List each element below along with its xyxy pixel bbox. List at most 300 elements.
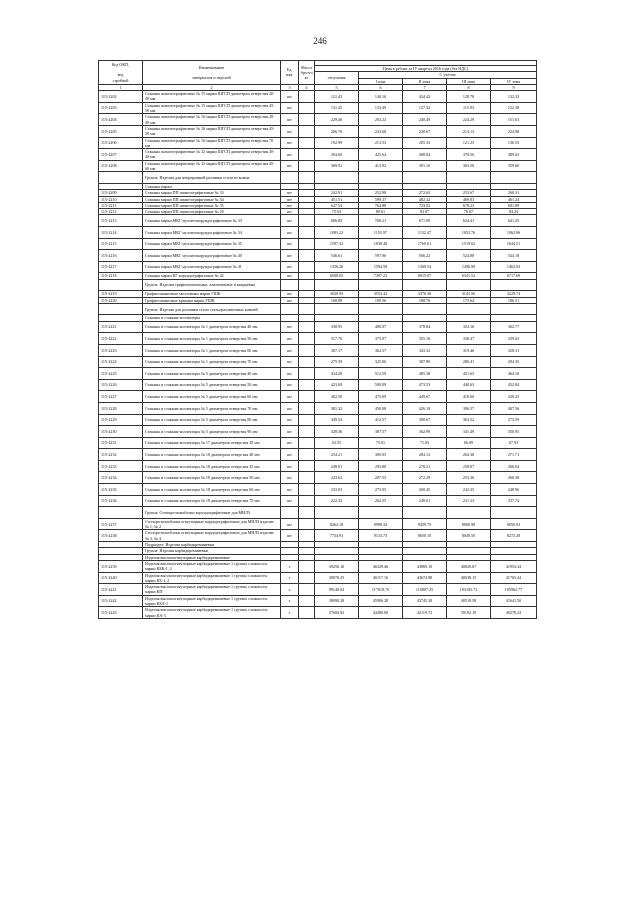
cell-zone-price: 43745.28 xyxy=(403,595,447,607)
cell-unit: шт xyxy=(281,333,299,345)
cell-code: 115-2225 xyxy=(99,368,143,380)
cell-zone-price: 248.61 xyxy=(403,495,447,507)
cell-unit: шт xyxy=(281,472,299,484)
cell-mass xyxy=(299,238,315,250)
group-title: Группа: Изделия для разливки стали стальоразливочных ковшей xyxy=(143,303,281,315)
table-row xyxy=(99,495,537,507)
cell-name: Стаканы шамотографитовые № 15 марки ШГСП диаметром отверстия 45-50 мм xyxy=(143,102,281,114)
cell-code: 115-2202 xyxy=(99,91,143,103)
cell-unit: шт xyxy=(281,321,299,333)
cell-zone-price: 1519.62 xyxy=(447,238,491,250)
cell-code: 115-2209 xyxy=(99,190,143,196)
cell-zone-price: 464.16 xyxy=(491,368,537,380)
cell-zone-price: 544.18 xyxy=(491,250,537,262)
group-row xyxy=(99,172,537,184)
cell-retail-price: 254.21 xyxy=(315,449,359,461)
table-header xyxy=(99,61,537,91)
cell-mass xyxy=(299,426,315,438)
cell-unit: шт xyxy=(281,273,299,279)
cell-zone-price: 566.22 xyxy=(403,250,447,262)
cell-retail-price: 3020.93 xyxy=(315,291,359,297)
cell-name: Стаканы и стаканы-коллекторы № 1 диаметром отверстия 50 мм xyxy=(143,333,281,345)
cell-retail-price: 233.03 xyxy=(315,484,359,496)
cell-name: Стаканы и стаканы-коллекторы № 1 диаметром отверстия 70 мм xyxy=(143,356,281,368)
cell-zone-price: 341.49 xyxy=(447,426,491,438)
table-row xyxy=(99,125,537,137)
cell-retail-price: 192.99 xyxy=(315,137,359,149)
cell-name: Стаканы и стаканы-коллекторы № 5 диаметром отверстия 90 мм xyxy=(143,426,281,438)
cell-mass xyxy=(299,518,315,530)
cell-code: 115-2223 xyxy=(99,344,143,356)
cell-mass xyxy=(299,344,315,356)
cell-unit: шт xyxy=(281,437,299,449)
cell-zone-price: 6341.52 xyxy=(447,273,491,279)
cell-name: Стаканы и стаканы-коллекторы № 18 диаметром отверстия 60 мм xyxy=(143,484,281,496)
cell-zone-price: 473.53 xyxy=(403,379,447,391)
cell-name: Стаканы марки ПП шамотографитовые № 34 xyxy=(143,196,281,202)
cell-zone-price: 339.63 xyxy=(491,333,537,345)
cell-zone-price: 78.07 xyxy=(447,209,491,215)
cell-zone-price: 8650.10 xyxy=(403,530,447,542)
cell-mass xyxy=(299,584,315,596)
cell-zone-price: 284.12 xyxy=(403,449,447,461)
cell-zone-price: 362.99 xyxy=(403,426,447,438)
cell-retail-price: 8464.18 xyxy=(315,518,359,530)
cell-retail-price: 38090.28 xyxy=(315,595,359,607)
cell-zone-price: 330.47 xyxy=(447,333,491,345)
cell-retail-price: 229.46 xyxy=(315,114,359,126)
cell-zone-price: 275.05 xyxy=(359,484,403,496)
cell-mass xyxy=(299,321,315,333)
cell-zone-price: 1062.96 xyxy=(491,227,537,239)
cell-zone-price: 671.89 xyxy=(403,215,447,227)
cell-zone-price: 266.04 xyxy=(491,460,537,472)
cell-zone-price: 43869.10 xyxy=(403,560,447,572)
cell-zone-price: 253.67 xyxy=(447,190,491,196)
cell-zone-price: 3376.36 xyxy=(403,291,447,297)
cell-code: 115-2216 xyxy=(99,250,143,262)
header-price-group: Цена в рублях за IV квартал 2016 года (без НДС) xyxy=(315,66,537,72)
cell-zone-price: 400.07 xyxy=(359,321,403,333)
cell-zone-price: 482.32 xyxy=(403,196,447,202)
header-retail: отпускная xyxy=(315,72,359,85)
cell-code: 115-2214 xyxy=(99,227,143,239)
cell-zone-price: 389.63 xyxy=(491,149,537,161)
cell-retail-price: 39256.16 xyxy=(315,560,359,572)
cell-code: 115-2204 xyxy=(99,114,143,126)
cell-code: 115-2213 xyxy=(99,215,143,227)
cell-code: 115-2233 xyxy=(99,460,143,472)
cell-zone-price: 115.93 xyxy=(447,102,491,114)
header-incl: С учётом xyxy=(359,72,537,78)
cell-zone-price: 1594.58 xyxy=(359,261,403,273)
table-row xyxy=(99,437,537,449)
header-zone-2: II зона xyxy=(403,78,447,84)
subgroup-title: Изделия высокоогнеупорные карбидкремниевые xyxy=(143,554,281,560)
cell-zone-price: 40518.58 xyxy=(447,595,491,607)
header-zone-3: III зона xyxy=(447,78,491,84)
cell-zone-price: 723.52 xyxy=(403,202,447,208)
cell-zone-price: 440.63 xyxy=(447,379,491,391)
cell-zone-price: 264.38 xyxy=(447,449,491,461)
cell-zone-price: 328.31 xyxy=(491,344,537,356)
cell-mass xyxy=(299,495,315,507)
group-title: Группа: Изделия карбидкремниевые xyxy=(143,548,281,554)
table-row xyxy=(99,391,537,403)
cell-code: 115-2232 xyxy=(99,449,143,461)
cell-retail-price: 242.91 xyxy=(315,190,359,196)
table-row xyxy=(99,449,537,461)
cell-name: Стаканы и стаканы-коллекторы № 18 диаметром отверстия 50 мм xyxy=(143,472,281,484)
cell-name: Стаканы и стаканы-коллекторы № 18 диаметром отверстия 40 мм xyxy=(143,449,281,461)
cell-zone-price: 75.01 xyxy=(359,437,403,449)
table-row xyxy=(99,460,537,472)
cell-zone-price: 768.21 xyxy=(359,215,403,227)
group-title: Группа: Изделия графитошамотные, алюмоюмзые и кварцевые xyxy=(143,279,281,291)
cell-zone-price: 1406.99 xyxy=(447,261,491,273)
cell-zone-price: 6815.07 xyxy=(403,273,447,279)
cell-name: Стаканы и стаканы-коллекторы № 18 диаметром отверстия 45 мм xyxy=(143,460,281,472)
cell-retail-price: 275.39 xyxy=(315,356,359,368)
table-row xyxy=(99,261,537,273)
cell-mass xyxy=(299,91,315,103)
cell-zone-price: 624.41 xyxy=(447,215,491,227)
cell-name: Стаканы шамотографитовые № 16 марки ШГСП диаметром отверстия 20-40 мм xyxy=(143,114,281,126)
cell-retail-price: 243.62 xyxy=(315,472,359,484)
cell-zone-price: 103105.73 xyxy=(447,584,491,596)
cell-retail-price: 434.28 xyxy=(315,368,359,380)
cell-zone-price: 1463.03 xyxy=(491,261,537,273)
header-name: Наименование материалов и изделий xyxy=(143,61,281,85)
cell-zone-price: 83.97 xyxy=(403,209,447,215)
cell-zone-price: 300.05 xyxy=(359,449,403,461)
cell-name: Стаканы и стаканы-коллекторы № 1 диаметром отверстия 40 мм xyxy=(143,321,281,333)
cell-zone-price: 9990.34 xyxy=(359,518,403,530)
group-title: Подраздел: Изделия карбидкремниевые xyxy=(143,542,281,548)
cell-retail-price: 266.76 xyxy=(315,125,359,137)
cell-zone-price: 260.31 xyxy=(491,190,537,196)
cell-zone-price: 175.64 xyxy=(447,297,491,303)
table-row xyxy=(99,607,537,619)
table-row xyxy=(99,560,537,572)
cell-unit: т xyxy=(281,607,299,619)
cell-retail-price: 307.17 xyxy=(315,344,359,356)
cell-code: 115-2221 xyxy=(99,321,143,333)
cell-zone-price: 188.76 xyxy=(403,297,447,303)
cell-name: Стаканы и стаканы-коллекторы № 1 диаметром отверстия 60 мм xyxy=(143,344,281,356)
cell-retail-price: 6008.65 xyxy=(315,273,359,279)
cell-code: 115-2237 xyxy=(99,518,143,530)
cell-retail-price: 39070.25 xyxy=(315,572,359,584)
cell-zone-price: 8049.50 xyxy=(447,530,491,542)
cell-retail-price: 423.69 xyxy=(315,379,359,391)
cell-zone-price: 237.74 xyxy=(491,495,537,507)
cell-zone-price: 9050.93 xyxy=(491,518,537,530)
page-number: 246 xyxy=(313,36,327,46)
cell-zone-price: 3141.56 xyxy=(447,291,491,297)
cell-zone-price: 242.35 xyxy=(447,484,491,496)
table-body xyxy=(99,91,537,619)
cell-unit: шт xyxy=(281,518,299,530)
cell-name: Стопора-моноблоки огнеупорные корундографитовые для МНЛЗ изделие № 3, № 4 xyxy=(143,530,281,542)
cell-zone-price: 524.88 xyxy=(447,250,491,262)
cell-zone-price: 452.84 xyxy=(491,379,537,391)
cell-unit: шт xyxy=(281,426,299,438)
cell-zone-price: 293.80 xyxy=(359,460,403,472)
cell-mass xyxy=(299,250,315,262)
cell-zone-price: 9133.73 xyxy=(359,530,403,542)
cell-mass xyxy=(299,368,315,380)
cell-zone-price: 599.37 xyxy=(359,196,403,202)
cell-unit: шт xyxy=(281,196,299,202)
cell-name: Графитошамотные крышки марки ГШК xyxy=(143,297,281,303)
group-title: Группа: Стопора-моноблоки корундографитовые для МНЛЗ xyxy=(143,507,281,519)
table-row xyxy=(99,321,537,333)
cell-zone-price: 469.83 xyxy=(447,196,491,202)
cell-retail-price: 451.51 xyxy=(315,196,359,202)
cell-name: Изделия высокоогнеупорные карбидкремниевые 1 группы сложности, марки КБК-1, 2 xyxy=(143,560,281,572)
cell-retail-price: 1597.32 xyxy=(315,238,359,250)
cell-zone-price: 407.56 xyxy=(491,402,537,414)
cell-retail-price: 37684.92 xyxy=(315,607,359,619)
cell-zone-price: 84.24 xyxy=(491,209,537,215)
cell-mass xyxy=(299,261,315,273)
cell-retail-price: 647.54 xyxy=(315,202,359,208)
cell-mass xyxy=(299,402,315,414)
cell-zone-price: 641.25 xyxy=(491,215,537,227)
cell-name: Стаканы и стаканы-коллекторы № 17 диаметром отверстия 28 мм xyxy=(143,437,281,449)
cell-unit: шт xyxy=(281,125,299,137)
cell-zone-price: 127.32 xyxy=(403,102,447,114)
cell-name: Стаканы шамотографитовые № 16 марки ШГСП диаметром отверстия 45-50 мм xyxy=(143,125,281,137)
cell-name: Стаканы шамотографитовые № 16 марки ШГСП диаметром отверстия 70 мм xyxy=(143,137,281,149)
cell-mass xyxy=(299,215,315,227)
cell-unit: шт xyxy=(281,484,299,496)
cell-mass xyxy=(299,484,315,496)
cell-mass xyxy=(299,607,315,619)
cell-retail-price: 75.63 xyxy=(315,209,359,215)
cell-name: Стаканы и стаканы-коллекторы № 5 диаметром отверстия 60 мм xyxy=(143,391,281,403)
cell-code: 115-2224 xyxy=(99,356,143,368)
header-mass: Масса брутто, кг xyxy=(299,61,315,85)
cell-zone-price: 45906.28 xyxy=(359,595,403,607)
cell-zone-price: 128.78 xyxy=(447,91,491,103)
cell-zone-price: 362.57 xyxy=(359,344,403,356)
cell-zone-price: 260.38 xyxy=(491,472,537,484)
table-row xyxy=(99,238,537,250)
cell-zone-price: 430.23 xyxy=(491,391,537,403)
cell-name: Стопора-моноблоки огнеупорные корундографитовые для МНЛЗ изделие № 1, № 2 xyxy=(143,518,281,530)
cell-mass xyxy=(299,572,315,584)
cell-zone-price: 260.45 xyxy=(403,484,447,496)
cell-zone-price: 224.29 xyxy=(447,114,491,126)
table-row xyxy=(99,344,537,356)
cell-code: 115-2234 xyxy=(99,472,143,484)
cell-retail-price: 168.89 xyxy=(315,297,359,303)
cell-zone-price: 1132.47 xyxy=(403,227,447,239)
cell-zone-price: 132.33 xyxy=(491,91,537,103)
cell-code: 115-2236 xyxy=(99,495,143,507)
table-row xyxy=(99,250,537,262)
price-table xyxy=(98,60,537,619)
cell-zone-price: 272.29 xyxy=(403,472,447,484)
cell-code: 115-2231 xyxy=(99,437,143,449)
cell-zone-price: 262.55 xyxy=(359,495,403,507)
cell-retail-price: 381.32 xyxy=(315,402,359,414)
cell-name: Стаканы и стаканы-коллекторы № 18 диаметром отверстия 70 мм xyxy=(143,495,281,507)
cell-zone-price: 286.41 xyxy=(447,356,491,368)
cell-unit: шт xyxy=(281,202,299,208)
cell-zone-price: 412.57 xyxy=(359,414,403,426)
cell-zone-price: 343.32 xyxy=(403,344,447,356)
cell-unit: шт xyxy=(281,227,299,239)
cell-retail-price: 317.76 xyxy=(315,333,359,345)
header-code: Код ОКП, код стройкой xyxy=(99,61,143,85)
cell-zone-price: 352.16 xyxy=(447,321,491,333)
cell-unit: шт xyxy=(281,261,299,273)
subgroup-title: Стаканы марки xyxy=(143,183,281,189)
cell-mass xyxy=(299,530,315,542)
cell-zone-price: 418.60 xyxy=(447,391,491,403)
cell-zone-price: 378.84 xyxy=(403,321,447,333)
cell-retail-price: 546.61 xyxy=(315,250,359,262)
cell-zone-price: 691.89 xyxy=(491,202,537,208)
cell-mass xyxy=(299,160,315,172)
cell-zone-price: 231.33 xyxy=(447,495,491,507)
table-row xyxy=(99,426,537,438)
cell-unit: т xyxy=(281,560,299,572)
cell-zone-price: 1369.54 xyxy=(403,261,447,273)
cell-zone-price: 66.09 xyxy=(447,437,491,449)
cell-zone-price: 272.62 xyxy=(403,190,447,196)
cell-code: 115-2218 xyxy=(99,273,143,279)
cell-mass xyxy=(299,149,315,161)
cell-zone-price: 105962.77 xyxy=(491,584,537,596)
table-row xyxy=(99,484,537,496)
table-row xyxy=(99,114,537,126)
cell-zone-price: 230.67 xyxy=(403,125,447,137)
cell-name: Стаканы марки МКГ муллитокорундографитовые № 41 xyxy=(143,261,281,273)
cell-zone-price: 350.95 xyxy=(491,426,537,438)
cell-zone-price: 117018.70 xyxy=(359,584,403,596)
cell-unit: шт xyxy=(281,495,299,507)
table-row xyxy=(99,149,537,161)
cell-unit: шт xyxy=(281,160,299,172)
cell-unit: шт xyxy=(281,250,299,262)
cell-zone-price: 449.67 xyxy=(403,391,447,403)
cell-unit: шт xyxy=(281,391,299,403)
cell-retail-price: 222.43 xyxy=(315,495,359,507)
cell-retail-price: 338.95 xyxy=(315,321,359,333)
cell-zone-price: 485.38 xyxy=(403,368,447,380)
cell-zone-price: 186.51 xyxy=(491,297,537,303)
cell-name: Изделия высокоогнеупорные карбидкремниевые 1 группы сложности, марки КА-3 xyxy=(143,607,281,619)
cell-zone-price: 42119.72 xyxy=(403,607,447,619)
cell-zone-price: 243.68 xyxy=(359,125,403,137)
cell-zone-price: 253.36 xyxy=(447,472,491,484)
cell-unit: шт xyxy=(281,190,299,196)
cell-code: 115-2217 xyxy=(99,261,143,273)
cell-zone-price: 8272.28 xyxy=(491,530,537,542)
cell-zone-price: 39192.10 xyxy=(447,607,491,619)
cell-name: Изделия высокоогнеупорные карбидкремниевые 1 группы сложности, марки КП xyxy=(143,584,281,596)
cell-zone-price: 41641.50 xyxy=(491,595,537,607)
cell-code: 115-2227 xyxy=(99,391,143,403)
cell-zone-price: 133.49 xyxy=(359,102,403,114)
cell-zone-price: 475.09 xyxy=(359,391,403,403)
cell-zone-price: 3553.42 xyxy=(359,291,403,297)
cell-unit: шт xyxy=(281,530,299,542)
cell-code: 115-2205 xyxy=(99,125,143,137)
group-row xyxy=(99,507,537,519)
cell-unit: шт xyxy=(281,379,299,391)
cell-mass xyxy=(299,414,315,426)
cell-zone-price: 213.53 xyxy=(359,137,403,149)
cell-mass xyxy=(299,449,315,461)
cell-unit: шт xyxy=(281,344,299,356)
cell-name: Стаканы и стаканы-коллекторы № 5 диаметром отверстия 50 мм xyxy=(143,379,281,391)
cell-name: Стаканы шамотографитовые № 32 марки ШГСП диаметром отверстия 45-60 мм xyxy=(143,160,281,172)
cell-name: Стаканы марки ПП шамотографитовые № 33 xyxy=(143,190,281,196)
cell-code: 115-2203 xyxy=(99,102,143,114)
cell-zone-price: 136.55 xyxy=(491,137,537,149)
cell-zone-price: 678.23 xyxy=(447,202,491,208)
cell-zone-price: 1838.48 xyxy=(359,238,403,250)
cell-unit: шт xyxy=(281,102,299,114)
table-row xyxy=(99,91,537,103)
cell-zone-price: 287.55 xyxy=(359,472,403,484)
cell-code: 115-2208 xyxy=(99,160,143,172)
cell-retail-price: 1356.26 xyxy=(315,261,359,273)
cell-retail-price: 1083.22 xyxy=(315,227,359,239)
table-row xyxy=(99,379,537,391)
cell-mass xyxy=(299,333,315,345)
cell-code: 115-2241 xyxy=(99,584,143,596)
cell-zone-price: 258.87 xyxy=(447,460,491,472)
group-row xyxy=(99,279,537,291)
cell-mass xyxy=(299,437,315,449)
cell-zone-price: 434.42 xyxy=(403,91,447,103)
cell-code: 115-2242 xyxy=(99,595,143,607)
cell-name: Графитошамотные хвостовики марки ГШК xyxy=(143,291,281,297)
cell-zone-price: 355.16 xyxy=(403,333,447,345)
table-row xyxy=(99,518,537,530)
cell-zone-price: 199.56 xyxy=(359,297,403,303)
cell-unit: шт xyxy=(281,449,299,461)
cell-code: 115-2235 xyxy=(99,484,143,496)
cell-unit: шт xyxy=(281,297,299,303)
cell-retail-price: 99140.04 xyxy=(315,584,359,596)
cell-zone-price: 363.50 xyxy=(447,160,491,172)
cell-zone-price: 46117.16 xyxy=(359,572,403,584)
cell-mass xyxy=(299,137,315,149)
cell-zone-price: 512.59 xyxy=(359,368,403,380)
cell-name: Стаканы шамотографитовые № 32 марки ШГСП диаметром отверстия 30-40 мм xyxy=(143,149,281,161)
cell-zone-price: 67.93 xyxy=(491,437,537,449)
table-row xyxy=(99,356,537,368)
cell-unit: шт xyxy=(281,114,299,126)
cell-zone-price: 461.24 xyxy=(491,196,537,202)
cell-zone-price: 292.22 xyxy=(359,114,403,126)
cell-retail-price: 349.54 xyxy=(315,414,359,426)
cell-zone-price: 40820.67 xyxy=(447,560,491,572)
cell-zone-price: 325.06 xyxy=(359,356,403,368)
cell-code: 115-2243 xyxy=(99,607,143,619)
table-row xyxy=(99,227,537,239)
cell-code: 115-2230 xyxy=(99,426,143,438)
cell-zone-price: 44480.00 xyxy=(359,607,403,619)
table-row xyxy=(99,215,537,227)
